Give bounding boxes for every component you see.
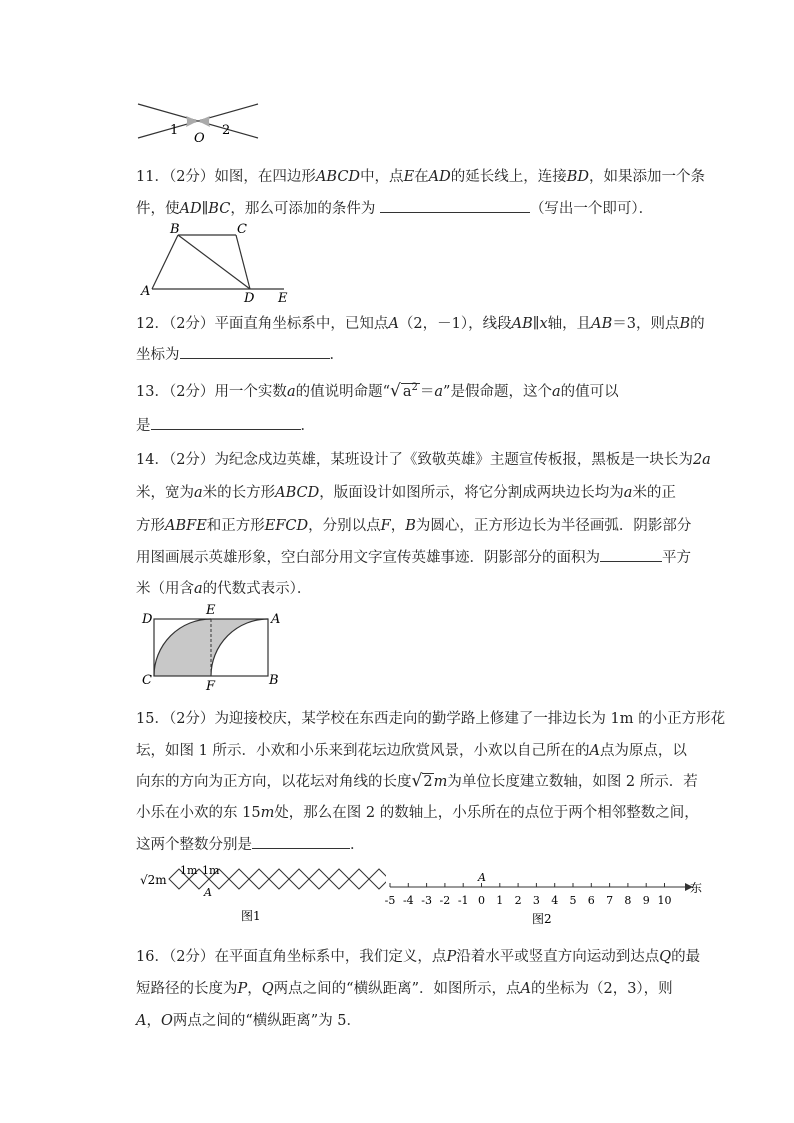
q14-line-3: 方形ABFE和正方形EFCD，分别以点F，B为圆心，正方形边长为半径画弧．阴影部分 xyxy=(136,518,692,534)
answer-blank[interactable] xyxy=(180,344,330,359)
tick-label: 8 xyxy=(624,894,632,907)
angle-2-label: 2 xyxy=(222,123,231,138)
point-a-label: A xyxy=(204,886,212,899)
tick-label: 5 xyxy=(569,894,577,907)
tick-label: -4 xyxy=(402,894,414,907)
sqrt-2m: √2m xyxy=(411,771,448,791)
flower-bed-square xyxy=(249,869,269,889)
flower-bed-square xyxy=(309,869,329,889)
point-a-label: A xyxy=(271,612,281,627)
point-e-label: E xyxy=(278,291,288,305)
tick-label: 1 xyxy=(496,894,504,907)
figure-1-caption: 图1 xyxy=(241,909,261,923)
q15-line-2: 坛，如图 1 所示．小欢和小乐来到花坛边欣赏风景，小欢以自己所在的A点为原点，以 xyxy=(136,743,687,759)
q14-line-1: 14．（2分）为纪念戍边英雄，某班设计了《致敬英雄》主题宣传板报，黑板是一块长为2a xyxy=(136,452,711,468)
answer-blank[interactable] xyxy=(252,834,350,849)
q13-line-2: 是 ． xyxy=(136,414,315,435)
q12-line-1: 12．（2分）平面直角坐标系中，已知点A（2，－1），线段AB∥x轴，且AB＝3，则点B的 xyxy=(136,316,705,332)
flower-bed-square xyxy=(349,869,369,889)
tick-label: -1 xyxy=(457,894,469,907)
quadrilateral-figure xyxy=(138,220,298,305)
tick-label: 2 xyxy=(514,894,522,907)
sqrt-2m-label: √2m xyxy=(140,873,167,887)
q14-line-4: 用图画展示英雄形象，空白部分用文字宣传英雄事迹．阴影部分的面积为 平方 xyxy=(136,546,691,567)
sqrt-expression: √ $a^2$ xyxy=(390,381,418,401)
flower-bed-square xyxy=(329,869,349,889)
1m-label-b: 1m xyxy=(202,864,220,877)
intersecting-lines-figure xyxy=(130,96,270,146)
tick-label: -3 xyxy=(421,894,432,907)
tick-label: -5 xyxy=(384,894,396,907)
number-line-figure-2 xyxy=(380,866,710,928)
tick-label: 9 xyxy=(642,894,650,907)
1m-label-a: 1m xyxy=(180,864,198,877)
point-b-label: B xyxy=(170,222,180,237)
flower-bed-figure-1 xyxy=(136,858,386,928)
point-a-label: A xyxy=(141,284,151,299)
answer-blank[interactable] xyxy=(600,547,662,562)
score: （2分） xyxy=(168,169,215,185)
point-b-label: B xyxy=(269,673,279,688)
q15-line-1: 15．（2分）为迎接校庆，某学校在东西走向的勤学路上修建了一排边长为 1m 的小正方形花 xyxy=(136,711,726,727)
answer-blank[interactable] xyxy=(380,198,530,213)
tick-label: 10 xyxy=(657,894,672,907)
blackboard-figure xyxy=(138,600,288,695)
tick-label: 3 xyxy=(532,894,540,907)
q14-line-5: 米（用含a的代数式表示）． xyxy=(136,581,312,597)
q14-line-2: 米，宽为a米的长方形ABCD，版面设计如图所示，将它分割成两块边长均为a米的正 xyxy=(136,485,676,501)
point-e-label: E xyxy=(206,603,216,618)
point-o-label: O xyxy=(194,131,205,146)
figure-2-caption: 图2 xyxy=(532,912,552,926)
q16-line-1: 16．（2分）在平面直角坐标系中，我们定义，点P沿着水平或竖直方向运动到达点Q的最 xyxy=(136,949,701,965)
q16-line-2: 短路径的长度为P，Q两点之间的“横纵距离”．如图所示，点A的坐标为（2，3），则 xyxy=(136,981,673,997)
angle-1-label: 1 xyxy=(170,123,179,138)
point-c-label: C xyxy=(237,222,247,237)
flower-bed-square xyxy=(269,869,289,889)
q15-line-4: 小乐在小欢的东 15m处，那么在图 2 的数轴上，小乐所在的点位于两个相邻整数之间， xyxy=(136,805,699,821)
q13-line-1: 13．（2分）用一个实数a的值说明命题“√ $a^2 =a$”是假命题，这个a的值可以 xyxy=(136,381,619,401)
point-a-label: A xyxy=(478,871,486,884)
tick-label: 7 xyxy=(606,894,614,907)
q11-line-1: 11．（2分）如图，在四边形ABCD中，点E在AD的延长线上，连接BD，如果添加一个条 xyxy=(136,169,706,185)
point-d-label: D xyxy=(142,612,153,627)
flower-bed-square xyxy=(229,869,249,889)
point-f-label: F xyxy=(206,679,216,694)
tick-label: 0 xyxy=(478,894,485,907)
point-c-label: C xyxy=(142,673,152,688)
q15-line-5: 这两个整数分别是 ． xyxy=(136,833,365,854)
answer-blank[interactable] xyxy=(151,415,301,430)
east-label: 东 xyxy=(690,881,703,895)
q16-line-3: A，O两点之间的“横纵距离”为 5． xyxy=(136,1013,362,1029)
q15-line-3: 向东的方向为正方向，以花坛对角线的长度√2m为单位长度建立数轴，如图 2 所示．若 xyxy=(136,771,698,791)
question-number: 11． xyxy=(136,169,169,185)
q12-line-2: 坐标为 ． xyxy=(136,343,344,364)
flower-bed-square xyxy=(289,869,309,889)
tick-label: 6 xyxy=(587,894,595,907)
point-d-label: D xyxy=(244,291,255,305)
q11-line-2: 件，使AD∥BC，那么可添加的条件为 （写出一个即可）． xyxy=(136,197,653,218)
tick-label: 4 xyxy=(551,894,559,907)
tick-label: -2 xyxy=(439,894,451,907)
